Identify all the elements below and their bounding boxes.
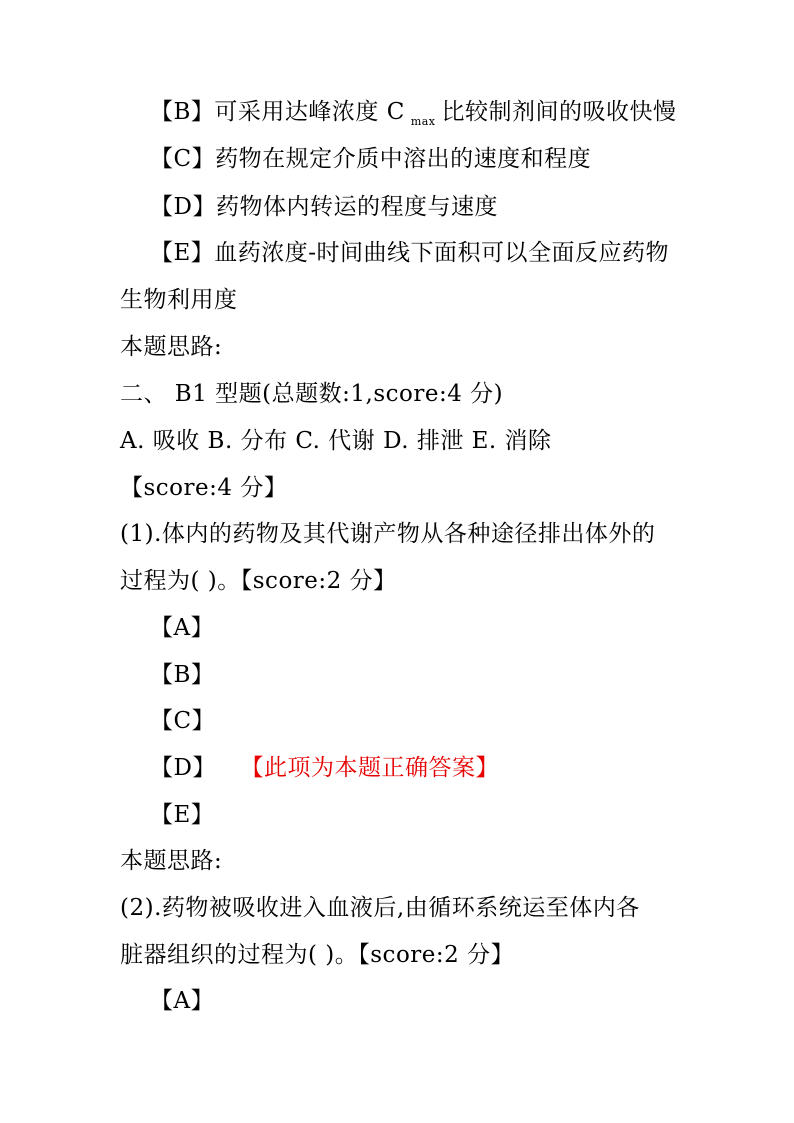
option-e-prev-line1: 【E】血药浓度-时间曲线下面积可以全面反应药物 (150, 240, 670, 266)
shared-options: A. 吸收 B. 分布 C. 代谢 D. 排泄 E. 消除 (120, 428, 552, 454)
option-b-prev (150, 97, 677, 137)
q2-option-a: 【A】 (150, 988, 215, 1014)
question-2-line2: 脏器组织的过程为( )。【score:2 分】 (120, 942, 515, 968)
cmax-subscript: max (410, 115, 436, 128)
thinking-label-2: 本题思路: (120, 848, 223, 874)
question-1-line2: 过程为( )。【score:2 分】 (120, 568, 397, 594)
option-b-text-pre: 【B】可采用达峰浓度 C (150, 99, 405, 125)
thinking-label-1: 本题思路: (120, 334, 223, 360)
q1-option-c: 【C】 (150, 708, 216, 734)
q1-option-d-row (150, 753, 499, 783)
group-score: 【score:4 分】 (120, 475, 288, 501)
q1-option-a: 【A】 (150, 615, 215, 641)
option-c-prev: 【C】药物在规定介质中溶出的速度和程度 (150, 146, 592, 172)
option-e-prev-line2: 生物利用度 (120, 287, 238, 313)
q1-option-e: 【E】 (150, 802, 215, 828)
q1-option-b: 【B】 (150, 662, 215, 688)
option-d-prev: 【D】药物体内转运的程度与速度 (150, 194, 498, 220)
q1-option-d: 【D】 (150, 755, 216, 781)
option-b-text-post: 比较制剂间的吸收快慢 (441, 99, 677, 125)
question-2-line1: (2).药物被吸收进入血液后,由循环系统运至体内各 (120, 895, 640, 921)
question-1-line1: (1).体内的药物及其代谢产物从各种途径排出体外的 (120, 521, 656, 547)
section-header: 二、 B1 型题(总题数:1,score:4 分) (120, 381, 504, 407)
correct-answer-marker: 【此项为本题正确答案】 (251, 755, 499, 781)
